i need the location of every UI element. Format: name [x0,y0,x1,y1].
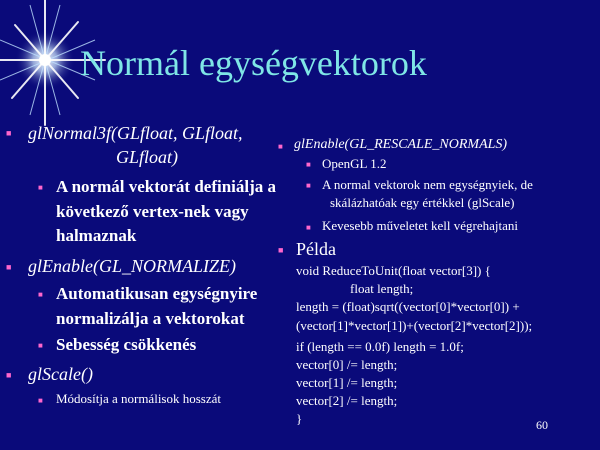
square-bullet-icon: ■ [6,370,12,380]
code-line-3: length = (float)sqrt((vector[0]*vector[0]) + [296,299,520,314]
left-sub-2-line-b: normalizálja a vektorokat [56,309,245,328]
right-sub-1: OpenGL 1.2 [322,156,387,171]
square-bullet-icon: ■ [38,341,43,350]
code-line-2: float length; [350,281,414,296]
right-item-2: Példa [296,239,336,259]
left-item-3: glScale() [28,364,93,384]
square-bullet-icon: ■ [6,262,12,272]
code-line-5: if (length == 0.0f) length = 1.0f; [296,339,464,354]
right-sub-2-line-b: skálázhatóak egy értékkel (glScale) [330,195,515,210]
right-sub-3: Kevesebb műveletet kell végrehajtani [322,218,519,233]
left-sub-1-line-c: halmaznak [56,226,137,245]
code-line-6: vector[0] /= length; [296,357,398,372]
square-bullet-icon: ■ [306,223,311,232]
left-sub-2-line-a: Automatikusan egységnyire [56,284,258,303]
square-bullet-icon: ■ [38,396,43,405]
left-item-1-line-b: GLfloat) [116,147,179,167]
slide-title: Normál egységvektorok [80,43,427,83]
right-item-1: glEnable(GL_RESCALE_NORMALS) [294,137,508,152]
square-bullet-icon: ■ [38,183,43,192]
code-line-8: vector[2] /= length; [296,393,398,408]
page-number: 60 [536,418,548,432]
left-sub-1-line-b: következő vertex-nek vagy [56,202,249,221]
code-line-7: vector[1] /= length; [296,375,398,390]
left-item-2: glEnable(GL_NORMALIZE) [28,256,236,276]
square-bullet-icon: ■ [278,245,284,255]
square-bullet-icon: ■ [38,290,43,299]
code-line-9: } [296,411,303,426]
right-sub-2-line-a: A normal vektorok nem egységnyiek, de [322,177,533,192]
square-bullet-icon: ■ [6,128,12,138]
left-sub-4: Módosítja a normálisok hosszát [56,391,222,406]
square-bullet-icon: ■ [306,181,311,190]
code-line-1: void ReduceToUnit(float vector[3]) { [296,263,491,278]
left-sub-3: Sebesség csökkenés [56,335,197,354]
left-sub-1-line-a: A normál vektorát definiálja a [56,177,277,196]
square-bullet-icon: ■ [278,142,283,151]
square-bullet-icon: ■ [306,160,311,169]
left-item-1-line-a: glNormal3f(GLfloat, GLfloat, [28,123,243,143]
code-line-4: (vector[1]*vector[1])+(vector[2]*vector[2])); [296,318,533,333]
